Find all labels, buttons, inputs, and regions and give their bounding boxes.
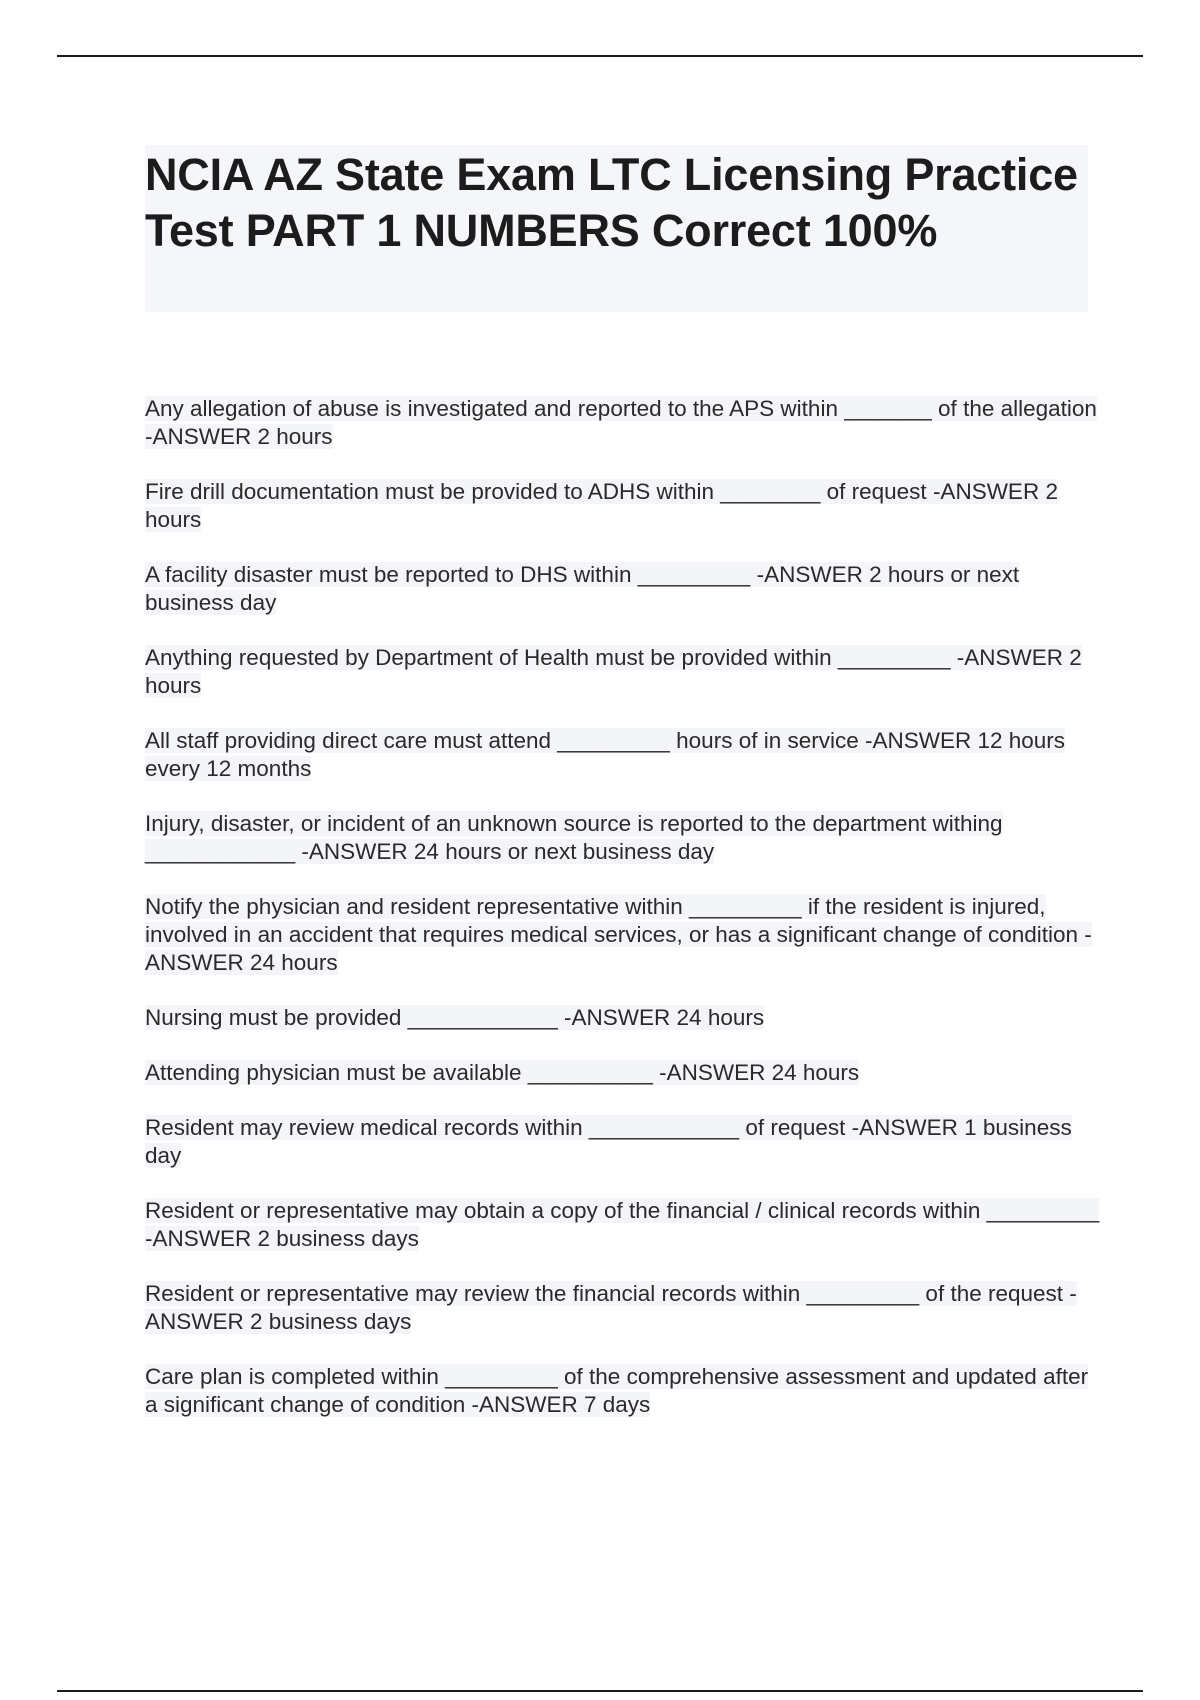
qa-text: Nursing must be provided ____________ -ANSWER 24 hours	[145, 1005, 765, 1030]
qa-text: All staff providing direct care must attend _________ hours of in service -ANSWER 12 hours every 12 months	[145, 728, 1066, 781]
qa-text: Notify the physician and resident representative within _________ if the resident is injured, involved in an accident that requires medical services, or has a significant change of condition -ANSWER 24 hours	[145, 894, 1092, 975]
qa-list	[145, 395, 1105, 1446]
qa-item	[145, 1114, 1105, 1170]
qa-item	[145, 810, 1105, 866]
qa-text: Any allegation of abuse is investigated and reported to the APS within _______ of the allegation -ANSWER 2 hours	[145, 396, 1097, 449]
title-block	[145, 145, 1088, 312]
qa-item	[145, 1004, 1105, 1032]
qa-item	[145, 561, 1105, 617]
qa-text: Resident or representative may review the financial records within _________ of the request -ANSWER 2 business days	[145, 1281, 1077, 1334]
qa-text: Resident may review medical records within ____________ of request -ANSWER 1 business day	[145, 1115, 1072, 1168]
top-rule	[57, 55, 1143, 57]
qa-item	[145, 1363, 1105, 1419]
qa-text: Resident or representative may obtain a copy of the financial / clinical records within _________ -ANSWER 2 business days	[145, 1198, 1100, 1251]
document-title: NCIA AZ State Exam LTC Licensing Practice Test PART 1 NUMBERS Correct 100%	[145, 149, 1078, 256]
qa-text: Injury, disaster, or incident of an unknown source is reported to the department withing ____________ -ANSWER 24 hours or next business day	[145, 811, 1003, 864]
qa-text: Fire drill documentation must be provided to ADHS within ________ of request -ANSWER 2 hours	[145, 479, 1058, 532]
qa-item	[145, 395, 1105, 451]
qa-text: A facility disaster must be reported to DHS within _________ -ANSWER 2 hours or next business day	[145, 562, 1020, 615]
qa-item	[145, 1059, 1105, 1087]
qa-item	[145, 1280, 1105, 1336]
qa-item	[145, 478, 1105, 534]
qa-text: Care plan is completed within _________ of the comprehensive assessment and updated after a significant change of condition -ANSWER 7 days	[145, 1364, 1089, 1417]
qa-text: Attending physician must be available __________ -ANSWER 24 hours	[145, 1060, 860, 1085]
bottom-rule	[57, 1690, 1143, 1692]
qa-item	[145, 727, 1105, 783]
qa-item	[145, 893, 1105, 977]
qa-item	[145, 644, 1105, 700]
qa-text: Anything requested by Department of Health must be provided within _________ -ANSWER 2 hours	[145, 645, 1082, 698]
qa-item	[145, 1197, 1105, 1253]
